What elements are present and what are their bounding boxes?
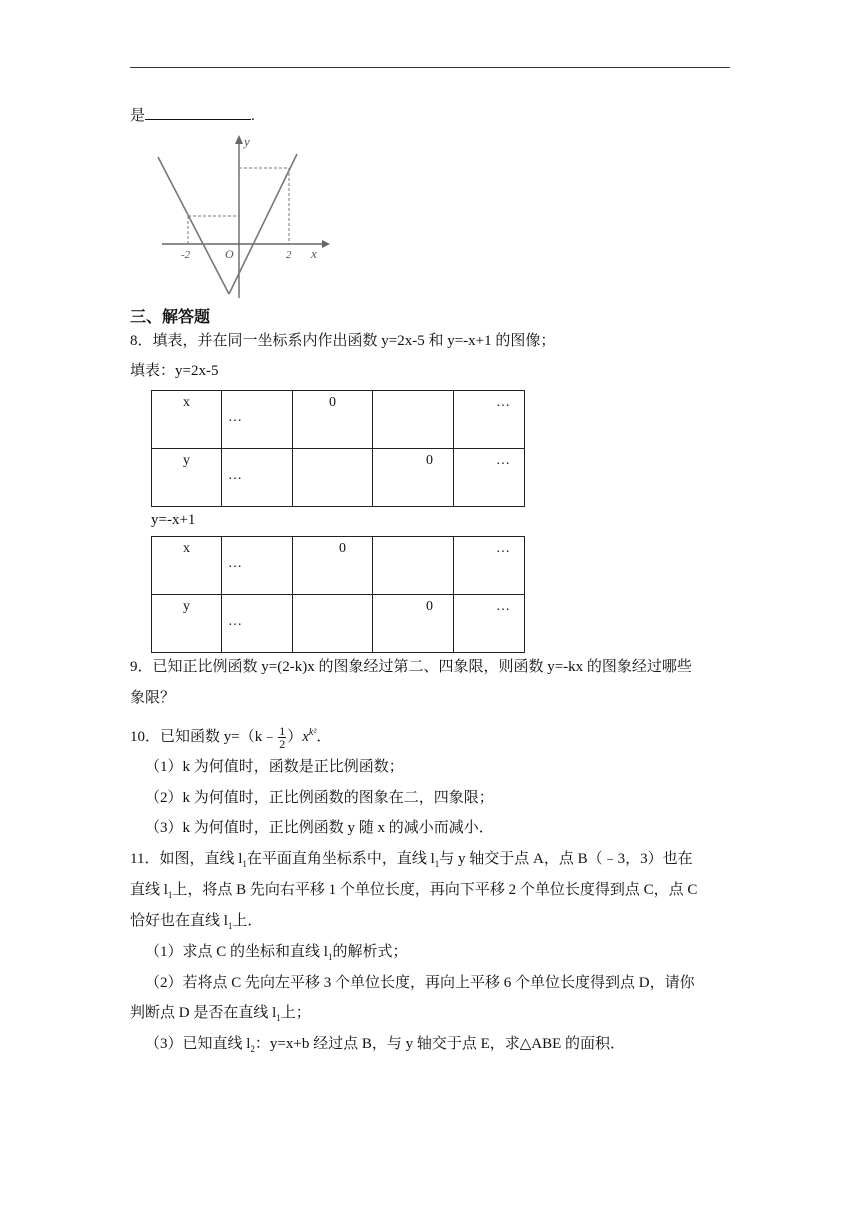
subscript: 1 — [227, 921, 233, 931]
ellipsis: … — [228, 410, 242, 425]
v-shape-graph — [150, 132, 330, 300]
subscript: 2 — [250, 1044, 255, 1054]
subscript: 1 — [242, 859, 247, 869]
text-run: 恰好也在直线 l — [130, 913, 228, 929]
ellipsis: … — [496, 395, 510, 410]
text-run: （1）求点 C 的坐标和直线 l — [145, 944, 328, 960]
table-cell[interactable] — [222, 537, 293, 595]
table-cell[interactable] — [293, 595, 373, 653]
tick-label-2: 2 — [286, 249, 292, 261]
table-cell[interactable] — [373, 537, 454, 595]
table-cell[interactable] — [222, 595, 293, 653]
x-axis-arrow — [322, 240, 330, 248]
subscript: 1 — [327, 952, 333, 962]
text-run: 与 y 轴交于点 A，点 B（﹣3，3）也在 — [439, 851, 693, 867]
power-base: x — [302, 729, 309, 745]
origin-label: O — [225, 247, 234, 261]
zero-value: 0 — [339, 541, 346, 556]
q10-mid: ） — [287, 729, 303, 745]
y-axis-label: y — [244, 134, 250, 149]
left-branch-line — [158, 157, 229, 294]
q11-line3 — [130, 911, 262, 936]
power-exponent: k² — [308, 727, 317, 738]
q11-line1 — [130, 849, 693, 874]
table-cell — [152, 537, 222, 595]
table-cell[interactable] — [373, 391, 454, 449]
text-run: （3）已知直线 l — [145, 1036, 251, 1052]
table-cell[interactable] — [222, 449, 293, 507]
header-rule — [130, 67, 730, 68]
q7-end: . — [251, 108, 255, 124]
ellipsis: … — [228, 556, 242, 571]
zero-value: 0 — [426, 453, 433, 468]
text-run: 11．如图，直线 l — [130, 851, 243, 867]
text-run: ：y=x+b 经过点 B，与 y 轴交于点 E，求△ABE 的面积． — [254, 1036, 626, 1052]
q10-prefix: 10．已知函数 y=（k﹣ — [130, 729, 278, 745]
fraction-one-half — [278, 725, 286, 750]
text-run: 上； — [280, 1005, 311, 1021]
table-cell — [152, 449, 222, 507]
table-cell[interactable] — [293, 391, 373, 449]
answer-blank[interactable] — [145, 105, 251, 120]
subscript: 1 — [167, 890, 173, 900]
table-y-2x-5 — [151, 390, 525, 507]
table-cell — [454, 537, 525, 595]
table-cell[interactable] — [373, 595, 454, 653]
table-cell[interactable] — [373, 449, 454, 507]
table-cell — [152, 595, 222, 653]
q7-answer-line — [130, 105, 255, 126]
table-cell — [152, 391, 222, 449]
q9-line1: 9．已知正比例函数 y=(2-k)x 的图象经过第二、四象限，则函数 y=-kx 的图象经过哪些 — [130, 659, 692, 675]
x-axis-label: x — [311, 246, 317, 261]
q11-part2-line1: （2）若将点 C 先向左平移 3 个单位长度，再向上平移 6 个单位长度得到点 D，请你 — [145, 975, 695, 991]
ellipsis: … — [228, 468, 242, 483]
fraction-numerator: 1 — [279, 724, 286, 739]
table2-label: y=-x+1 — [151, 512, 196, 528]
table-cell[interactable] — [293, 537, 373, 595]
ellipsis: … — [496, 599, 510, 614]
x-header: x — [183, 395, 190, 410]
text-run: 判断点 D 是否在直线 l — [130, 1005, 277, 1021]
zero-value: 0 — [329, 395, 336, 410]
table-cell[interactable] — [293, 449, 373, 507]
q7-prefix: 是 — [130, 108, 146, 124]
ellipsis: … — [496, 541, 510, 556]
y-header: y — [183, 599, 190, 614]
q9-line2: 象限？ — [130, 690, 176, 706]
q10-end: ． — [316, 729, 332, 745]
section-heading: 三、解答题 — [130, 307, 211, 326]
q10-part2: （2）k 为何值时，正比例函数的图象在二，四象限； — [145, 790, 494, 806]
table-cell — [454, 595, 525, 653]
tick-label-neg2: -2 — [181, 249, 191, 261]
table-cell[interactable] — [222, 391, 293, 449]
q8-fill-label: 填表：y=2x-5 — [130, 363, 219, 379]
x-header: x — [183, 541, 190, 556]
q11-part3 — [145, 1034, 625, 1059]
text-run: 上，将点 B 先向右平移 1 个单位长度，再向下平移 2 个单位长度得到点 C，点 C — [172, 882, 698, 898]
table-cell — [454, 449, 525, 507]
text-run: 直线 l — [130, 882, 168, 898]
q10-part1: （1）k 为何值时，函数是正比例函数； — [145, 759, 404, 775]
subscript: 1 — [434, 859, 440, 869]
y-header: y — [183, 453, 190, 468]
q11-part1 — [145, 942, 407, 967]
subscript: 1 — [276, 1013, 281, 1023]
q8-text: 8．填表，并在同一坐标系内作出函数 y=2x-5 和 y=-x+1 的图像； — [130, 333, 556, 349]
text-run: 的解析式； — [332, 944, 408, 960]
ellipsis: … — [228, 614, 242, 629]
text-run: 在平面直角坐标系中，直线 l — [246, 851, 435, 867]
ellipsis: … — [496, 453, 510, 468]
table-y-neg-x-plus-1 — [151, 536, 525, 653]
y-axis-arrow — [235, 135, 243, 144]
q11-part2-line2 — [130, 1003, 311, 1028]
table-cell — [454, 391, 525, 449]
text-run: 上． — [232, 913, 263, 929]
q10-stem — [130, 719, 331, 751]
zero-value: 0 — [426, 599, 433, 614]
fraction-denominator: 2 — [279, 737, 286, 752]
q11-line2 — [130, 880, 697, 905]
q10-part3: （3）k 为何值时，正比例函数 y 随 x 的减小而减小． — [145, 820, 494, 836]
